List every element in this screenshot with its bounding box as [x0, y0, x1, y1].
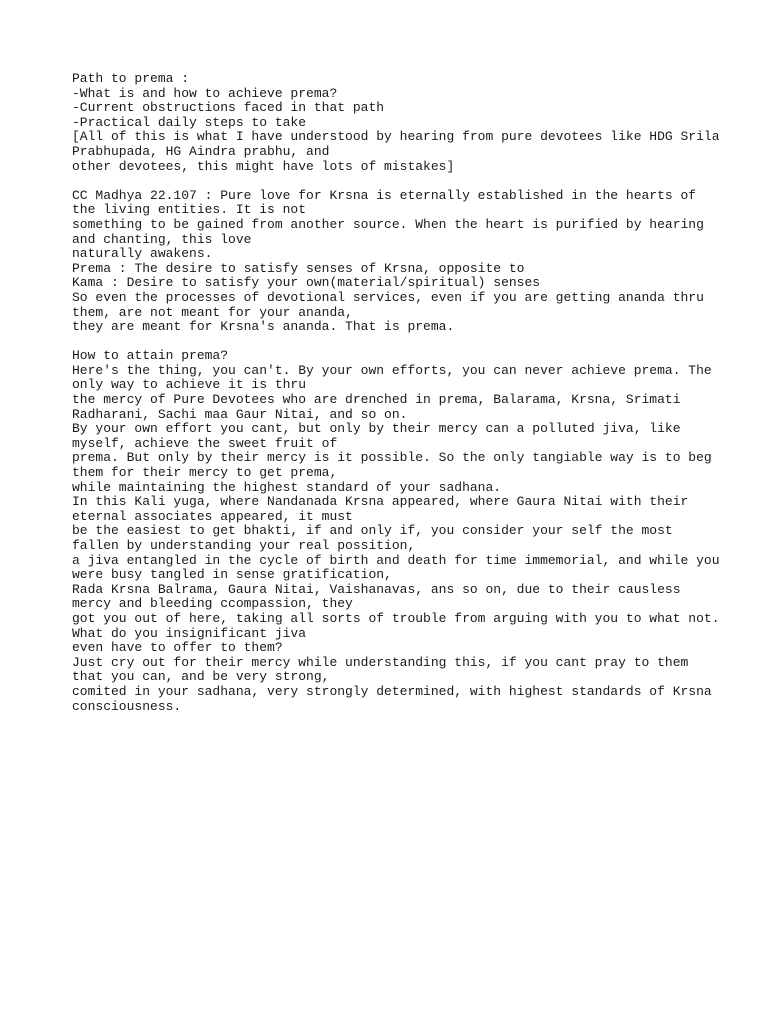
- section-heading-line: How to attain prema?: [72, 348, 229, 364]
- blank-line: [72, 335, 712, 350]
- text-line: consciousness.: [72, 698, 182, 714]
- text-line: Rada Krsna Balrama, Gaura Nitai, Vaishanavas, ans so on, due to their causless: [72, 581, 681, 597]
- text-line: while maintaining the highest standard of your sadhana.: [72, 479, 502, 495]
- text-line: were busy tangled in sense gratification,: [72, 567, 392, 583]
- outline-item: -What is and how to achieve prema?: [72, 85, 338, 101]
- text-line: myself, achieve the sweet fruit of: [72, 435, 338, 451]
- text-line: Radharani, Sachi maa Gaur Nitai, and so on.: [72, 406, 408, 422]
- heading-line: Path to prema :: [72, 71, 190, 86]
- text-line: fallen by understanding your real possition,: [72, 538, 416, 553]
- text-line: Prema : The desire to satisfy senses of Krsna, opposite to: [72, 260, 525, 276]
- text-line: other devotees, this might have lots of mistakes]: [72, 158, 455, 174]
- text-line: that you can, and be very strong,: [72, 669, 330, 685]
- text-line: [All of this is what I have understood by hearing from pure devotees like HDG Srila: [72, 129, 720, 145]
- text-line: So even the processes of devotional services, even if you are getting ananda thru: [72, 289, 704, 305]
- text-line: they are meant for Krsna's ananda. That is prema.: [72, 319, 455, 335]
- document-page: [72, 71, 720, 714]
- text-line: be the easiest to get bhakti, if and only if, you consider your self the most: [72, 523, 673, 539]
- text-line: only way to achieve it is thru: [72, 377, 307, 393]
- text-line: What do you insignificant jiva: [72, 625, 307, 641]
- text-line: prema. But only by their mercy is it possible. So the only tangiable way is to beg: [72, 450, 712, 466]
- text-line: them, are not meant for your ananda,: [72, 304, 353, 320]
- text-line: got you out of here, taking all sorts of trouble from arguing with you to what not.: [72, 610, 720, 626]
- text-line: even have to offer to them?: [72, 640, 283, 656]
- text-line: CC Madhya 22.107 : Pure love for Krsna is eternally established in the hearts of: [72, 187, 697, 203]
- text-line: comited in your sadhana, very strongly determined, with highest standards of Krsna: [72, 683, 712, 699]
- text-line: something to be gained from another source. When the heart is purified by hearing: [72, 216, 704, 232]
- text-line: a jiva entangled in the cycle of birth and death for time immemorial, and while you: [72, 552, 720, 568]
- text-line: them for their mercy to get prema,: [72, 465, 338, 481]
- text-line: naturally awakens.: [72, 246, 213, 262]
- text-line: eternal associates appeared, it must: [72, 508, 353, 524]
- text-line: Here's the thing, you can't. By your own efforts, you can never achieve prema. The: [72, 362, 712, 378]
- text-line: In this Kali yuga, where Nandanada Krsna appeared, where Gaura Nitai with their: [72, 494, 689, 510]
- text-line: mercy and bleeding ccompassion, they: [72, 596, 353, 612]
- text-line: By your own effort you cant, but only by their mercy can a polluted jiva, like: [72, 421, 681, 437]
- blank-line: [72, 174, 712, 189]
- text-line: and chanting, this love: [72, 231, 252, 247]
- text-line: Just cry out for their mercy while understanding this, if you cant pray to them: [72, 654, 689, 670]
- text-line: the mercy of Pure Devotees who are drenched in prema, Balarama, Krsna, Srimati: [72, 392, 681, 408]
- text-line: Prabhupada, HG Aindra prabhu, and: [72, 143, 330, 159]
- outline-item: -Practical daily steps to take: [72, 114, 307, 130]
- text-line: Kama : Desire to satisfy your own(material/spiritual) senses: [72, 275, 541, 291]
- text-line: the living entities. It is not: [72, 202, 307, 218]
- outline-item: -Current obstructions faced in that path: [72, 100, 385, 116]
